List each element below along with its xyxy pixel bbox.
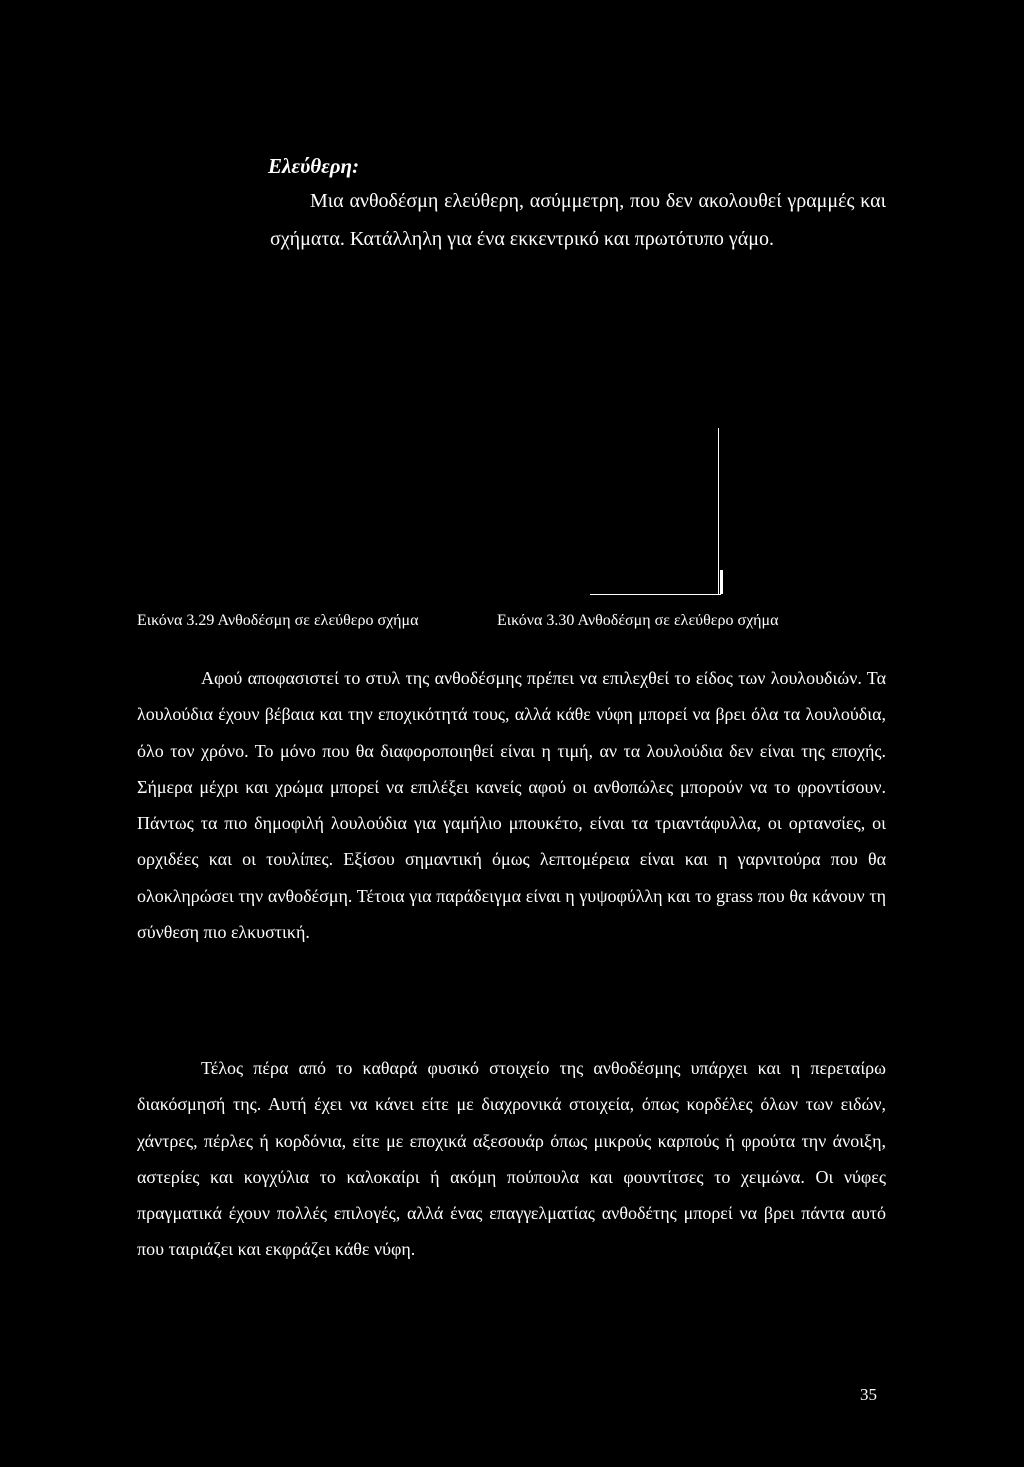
body-paragraph-decoration: Τέλος πέρα από το καθαρά φυσικό στοιχείο της ανθοδέσμης υπάρχει και η περεταίρω διακόσμησή της. Αυτή έχει να κάνει είτε με διαχρονικά στοιχεία, όπως κορδέλες όλων των ειδών, χάντρες, πέρλες ή κορδόνια, είτε με εποχικά αξεσουάρ όπως μικρούς καρπούς ή φρούτα την άνοιξη, αστερίες και κογχύλια το καλοκαίρι ή ακόμη πούπουλα και φουντίτσες το χειμώνα. Οι νύφες πραγματικά έχουν πολλές επιλογές, αλλά ένας επαγγελματίας ανθοδέτης μπορεί να βρει πάντα αυτό που ταιριάζει και εκφράζει κάθε νύφη. xyxy=(137,1058,886,1260)
section-heading: Ελεύθερη: xyxy=(268,154,360,178)
body-paragraph-flowers: Αφού αποφασιστεί το στυλ της ανθοδέσμης πρέπει να επιλεχθεί το είδος των λουλουδιών. Τα λουλούδια έχουν βέβαια και την εποχικότητά τους, αλλά κάθε νύφη μπορεί να βρει όλα τα λουλούδια, όλο τον χρόνο. Το μόνο που θα διαφοροποιηθεί είναι η τιμή, αν τα λουλούδια δεν είναι της εποχής. Σήμερα μέχρι και χρώμα μπορεί να επιλέξει κανείς αφού οι ανθοπώλες μπορούν να το φροντίσουν. Πάντως τα πιο δημοφιλή λουλούδια για γαμήλιο μπουκέτο, είναι τα τριαντάφυλλα, οι ορτανσίες, οι ορχιδέες και οι τουλίπες. Εξίσου σημαντική όμως λεπτομέρεια είναι και η γαρνιτούρα που θα ολοκληρώσει την ανθοδέσμη. Τέτοια για παράδειγμα είναι η γυψοφύλλη και το grass που θα κάνουν τη σύνθεση πιο ελκυστική. xyxy=(137,668,886,943)
figure-caption-3-29: Εικόνα 3.29 Ανθοδέσμη σε ελεύθερο σχήμα xyxy=(137,612,419,629)
figure-caption-3-30: Εικόνα 3.30 Ανθοδέσμη σε ελεύθερο σχήμα xyxy=(497,612,779,629)
page-number: 35 xyxy=(860,1385,877,1404)
section-intro-paragraph: Μια ανθοδέσμη ελεύθερη, ασύμμετρη, που δεν ακολουθεί γραμμές και σχήματα. Κατάλληλη για ένα εκκεντρικό και πρωτότυπο γάμο. xyxy=(270,190,886,250)
figure-frame-horizontal-line xyxy=(590,594,721,595)
figure-frame-vertical-mark xyxy=(720,570,723,594)
figure-frame-vertical-line xyxy=(718,428,719,594)
